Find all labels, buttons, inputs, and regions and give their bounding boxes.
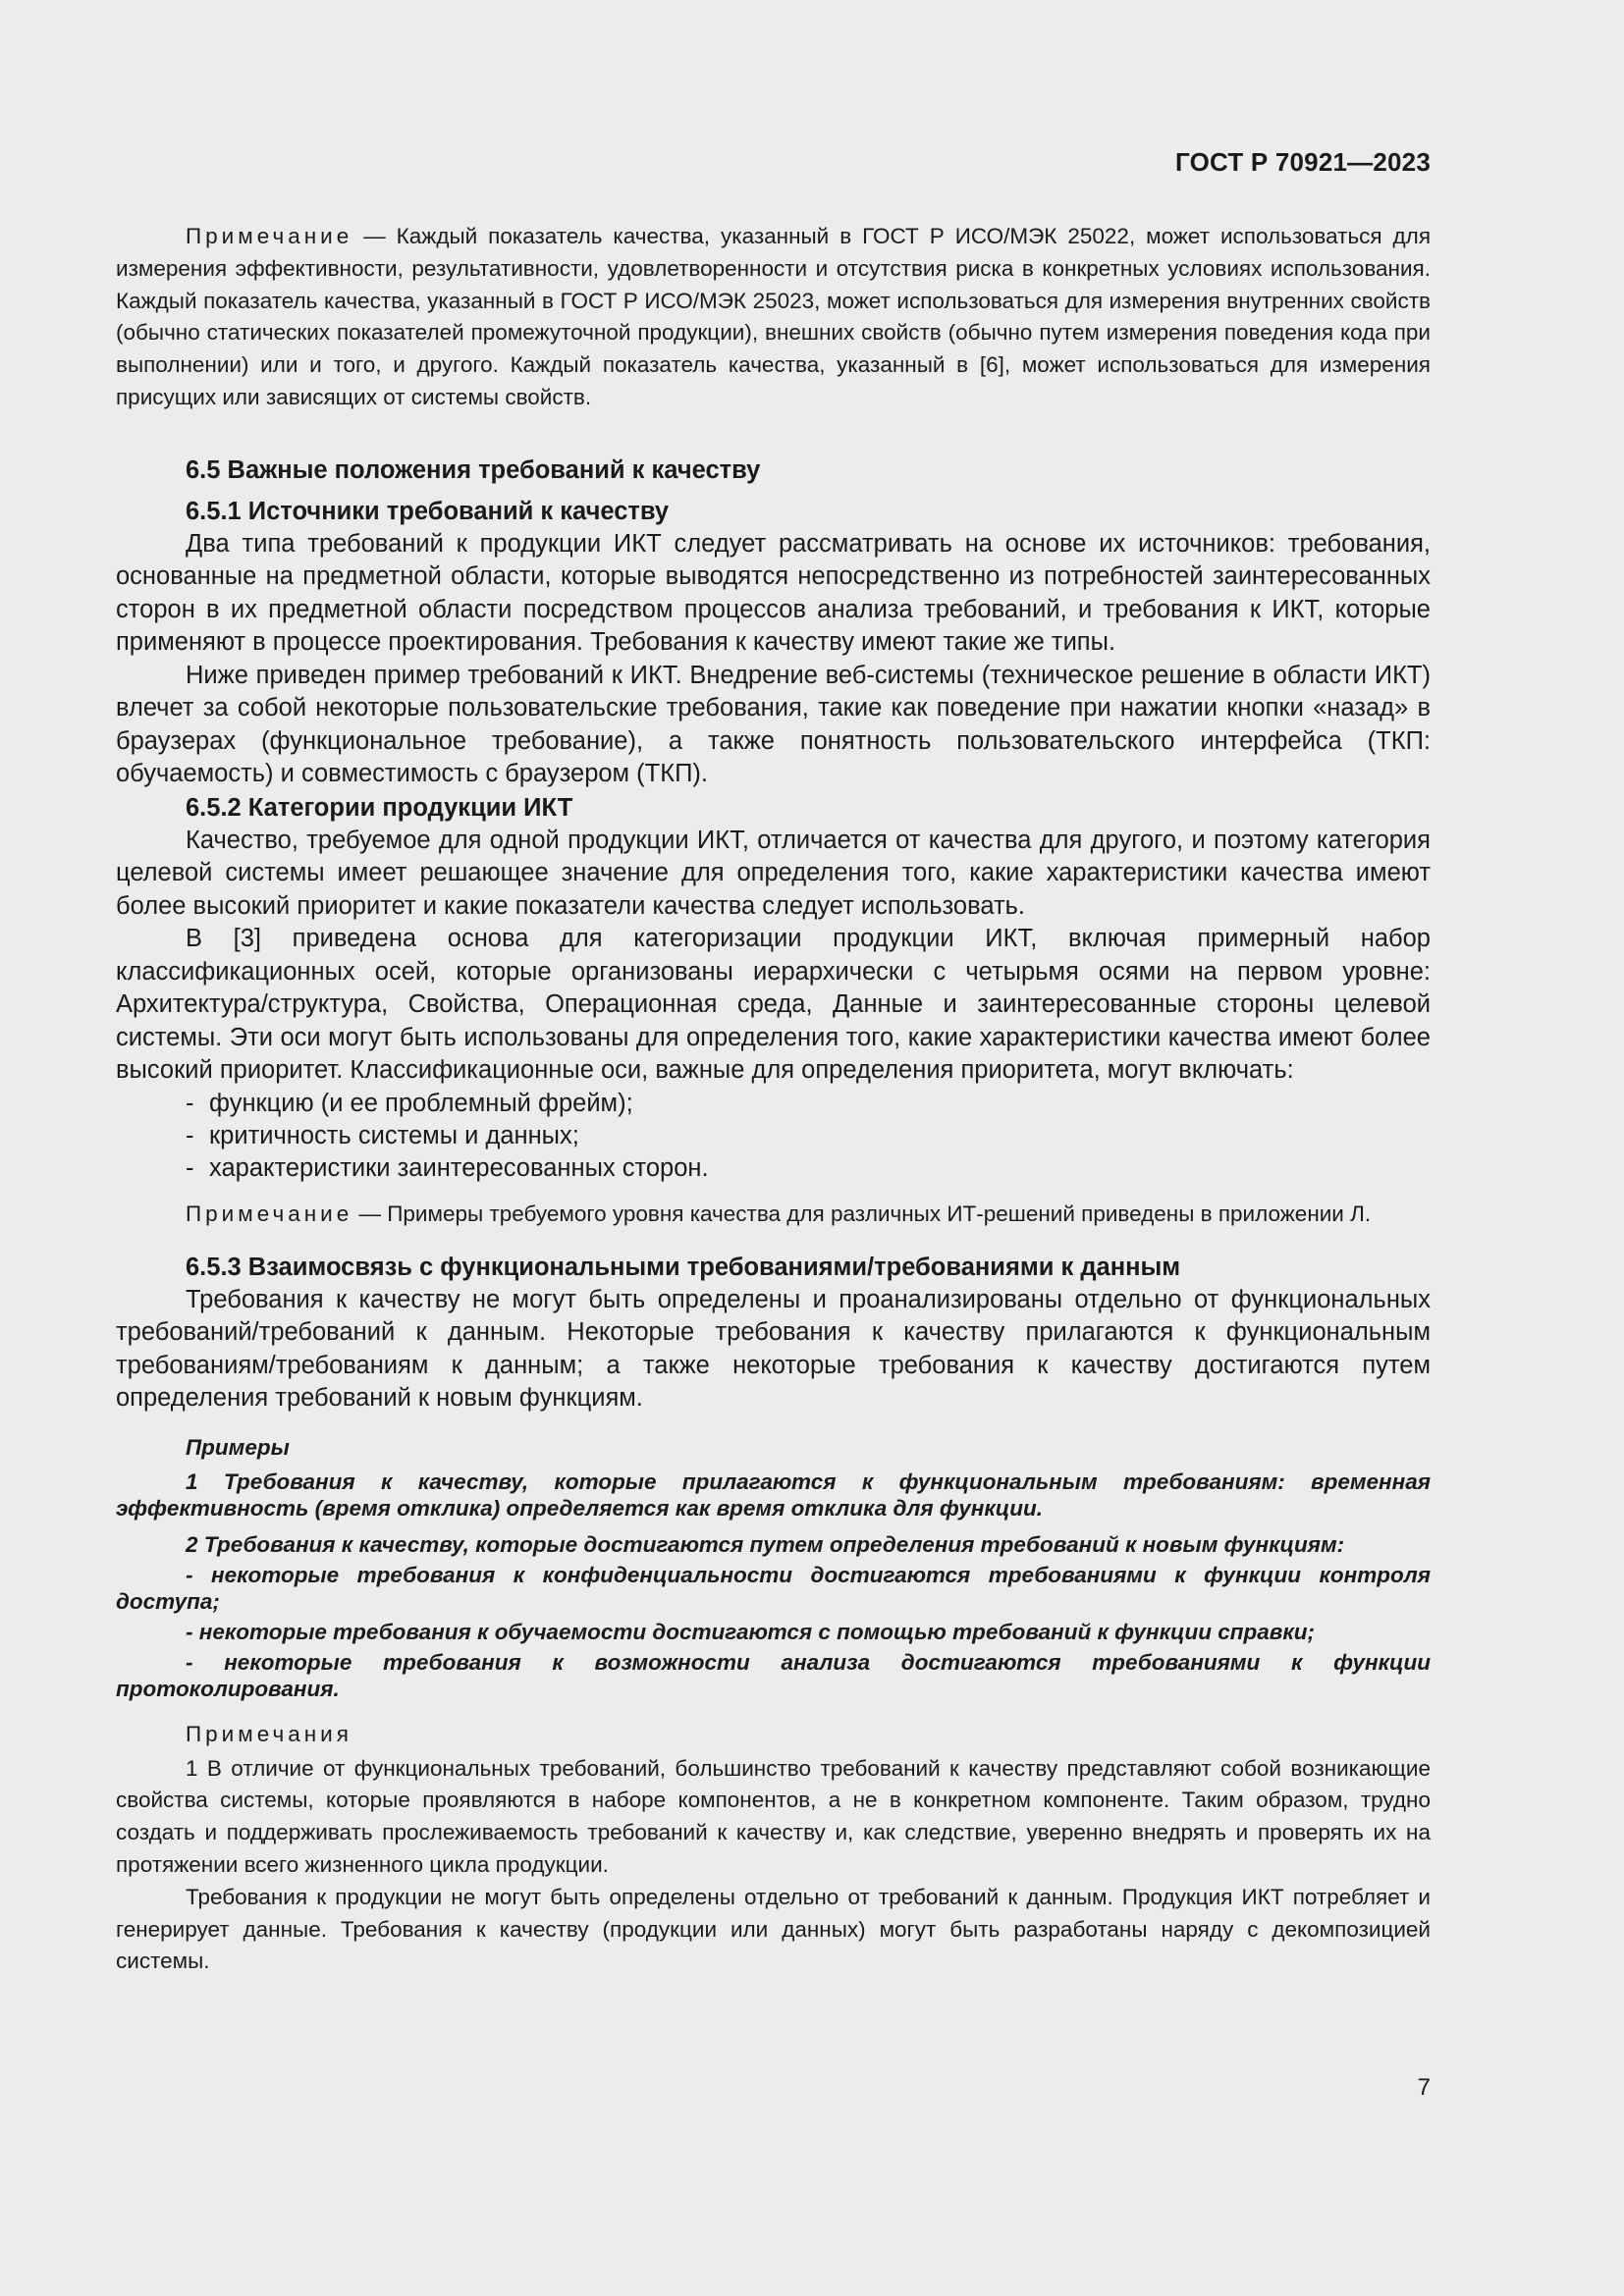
- example-list-item: - некоторые требования к обучаемости достигаются с помощью требований к функции справки;: [186, 1619, 1316, 1644]
- list-item: - функцию (и ее проблемный фрейм);: [186, 1089, 633, 1117]
- section-6-5-title: 6.5 Важные положения требований к качеству: [186, 455, 761, 484]
- examples-title: Примеры: [186, 1434, 290, 1460]
- section-6-5-2-title: 6.5.2 Категории продукции ИКТ: [186, 793, 573, 822]
- section-6-5-1-paragraph-1: Два типа требований к продукции ИКТ следует рассматривать на основе их источников: требования, основанные на предметной области, которые выводятся непосредственно из потребностей заинтересованных сторон в их предметной области посредством процессов анализа требований, и требования к ИКТ, которые применяют в процессе проектирования. Требования к качеству имеют такие же типы.: [116, 529, 1431, 657]
- example-1: 1 Требования к качеству, которые прилагаются к функциональным требованиям: временная эффективность (время отклика) определяется как время отклика для функции.: [116, 1468, 1431, 1521]
- section-6-5-3-paragraph-1: Требования к качеству не могут быть определены и проанализированы отдельно от функциональных требований/требований к данным. Некоторые требования к качеству прилагаются к функциональным требованиям/требованиям к данным; а также некоторые требования к качеству достигаются путем определения требований к новым функциям.: [116, 1285, 1431, 1413]
- list-item-text: функцию (и ее проблемный фрейм);: [209, 1089, 633, 1117]
- note-1: 1 В отличие от функциональных требований, большинство требований к качеству представляют собой возникающие свойства системы, которые проявляются в наборе компонентов, а не в конкретном компоненте. Таким образом, трудно создать и поддерживать прослеживаемость требований к качеству и, как следствие, уверенно внедрять и проверять их на протяжении всего жизненного цикла продукции.: [116, 1755, 1431, 1877]
- list-item: - характеристики заинтересованных сторон.: [186, 1153, 709, 1182]
- section-6-5-2-note: [116, 1199, 1431, 1231]
- section-6-5-2-paragraph-2: В [3] приведена основа для категоризации продукции ИКТ, включая примерный набор классификационных осей, которые организованы иерархически с четырьмя осями на первом уровне: Архитектура/структура, Свойства, Операционная среда, Данные и заинтересованные стороны целевой системы. Эти оси могут быть использованы для определения того, какие характеристики качества имеют более высокий приоритет. Классификационные оси, важные для определения приоритета, могут включать:: [116, 925, 1431, 1085]
- note-label: Примечание: [186, 1201, 353, 1226]
- page-number: 7: [1417, 2074, 1431, 2101]
- example-list-item-text: некоторые требования к конфиденциальности достигаются требованиями к функции контроля доступа;: [116, 1562, 1431, 1614]
- document-id: ГОСТ Р 70921—2023: [1175, 147, 1431, 177]
- list-item-text: характеристики заинтересованных сторон.: [209, 1153, 709, 1182]
- example-list-item-text: некоторые требования к возможности анализа достигаются требованиями к функции протоколирования.: [116, 1649, 1431, 1701]
- example-list-item-text: некоторые требования к обучаемости достигаются с помощью требований к функции справки;: [198, 1619, 1316, 1644]
- list-item: - критичность системы и данных;: [186, 1121, 579, 1149]
- section-6-5-1-title: 6.5.1 Источники требований к качеству: [186, 497, 670, 525]
- note-text: — Примеры требуемого уровня качества для различных ИТ-решений приведены в приложении Л.: [352, 1201, 1372, 1226]
- example-list-item: - некоторые требования к возможности анализа достигаются требованиями к функции протоколирования.: [116, 1649, 1431, 1701]
- section-6-5-2-paragraph-1: Качество, требуемое для одной продукции ИКТ, отличается от качества для другого, и поэтому категория целевой системы имеет решающее значение для определения того, какие характеристики качества имеют более высокий приоритет и какие показатели качества следует использовать.: [116, 826, 1431, 920]
- note-text: — Каждый показатель качества, указанный в ГОСТ Р ИСО/МЭК 25022, может использоваться для измерения эффективности, результативности, удовлетворенности и отсутствия риска в конкретных условиях использования. Каждый показатель качества, указанный в ГОСТ Р ИСО/МЭК 25023, может использоваться для измерения внутренних свойств (обычно статических показателей промежуточной продукции), внешних свойств (обычно путем измерения поведения кода при выполнении) или и того, и другого. Каждый показатель качества, указанный в [6], может использоваться для измерения присущих или зависящих от системы свойств.: [116, 224, 1431, 409]
- section-6-5-3-title: 6.5.3 Взаимосвязь с функциональными требованиями/требованиями к данным: [186, 1253, 1181, 1281]
- example-list-item: - некоторые требования к конфиденциальности достигаются требованиями к функции контроля доступа;: [116, 1562, 1431, 1614]
- page-content: [116, 221, 1431, 1978]
- note-top: [116, 221, 1431, 414]
- example-2: 2 Требования к качеству, которые достигаются путем определения требований к новым функциям:: [186, 1531, 1345, 1557]
- notes-title: Примечания: [186, 1721, 352, 1746]
- note-2: Требования к продукции не могут быть определены отдельно от требований к данным. Продукция ИКТ потребляет и генерирует данные. Требования к качеству (продукции или данных) могут быть разработаны наряду с декомпозицией системы.: [116, 1884, 1431, 1974]
- section-6-5-1-paragraph-2: Ниже приведен пример требований к ИКТ. Внедрение веб-системы (техническое решение в области ИКТ) влечет за собой некоторые пользовательские требования, такие как поведение при нажатии кнопки «назад» в браузерах (функциональное требование), а также понятность пользовательского интерфейса (ТКП: обучаемость) и совместимость с браузером (ТКП).: [116, 661, 1431, 788]
- note-label: Примечание: [186, 224, 353, 248]
- list-item-text: критичность системы и данных;: [209, 1121, 579, 1149]
